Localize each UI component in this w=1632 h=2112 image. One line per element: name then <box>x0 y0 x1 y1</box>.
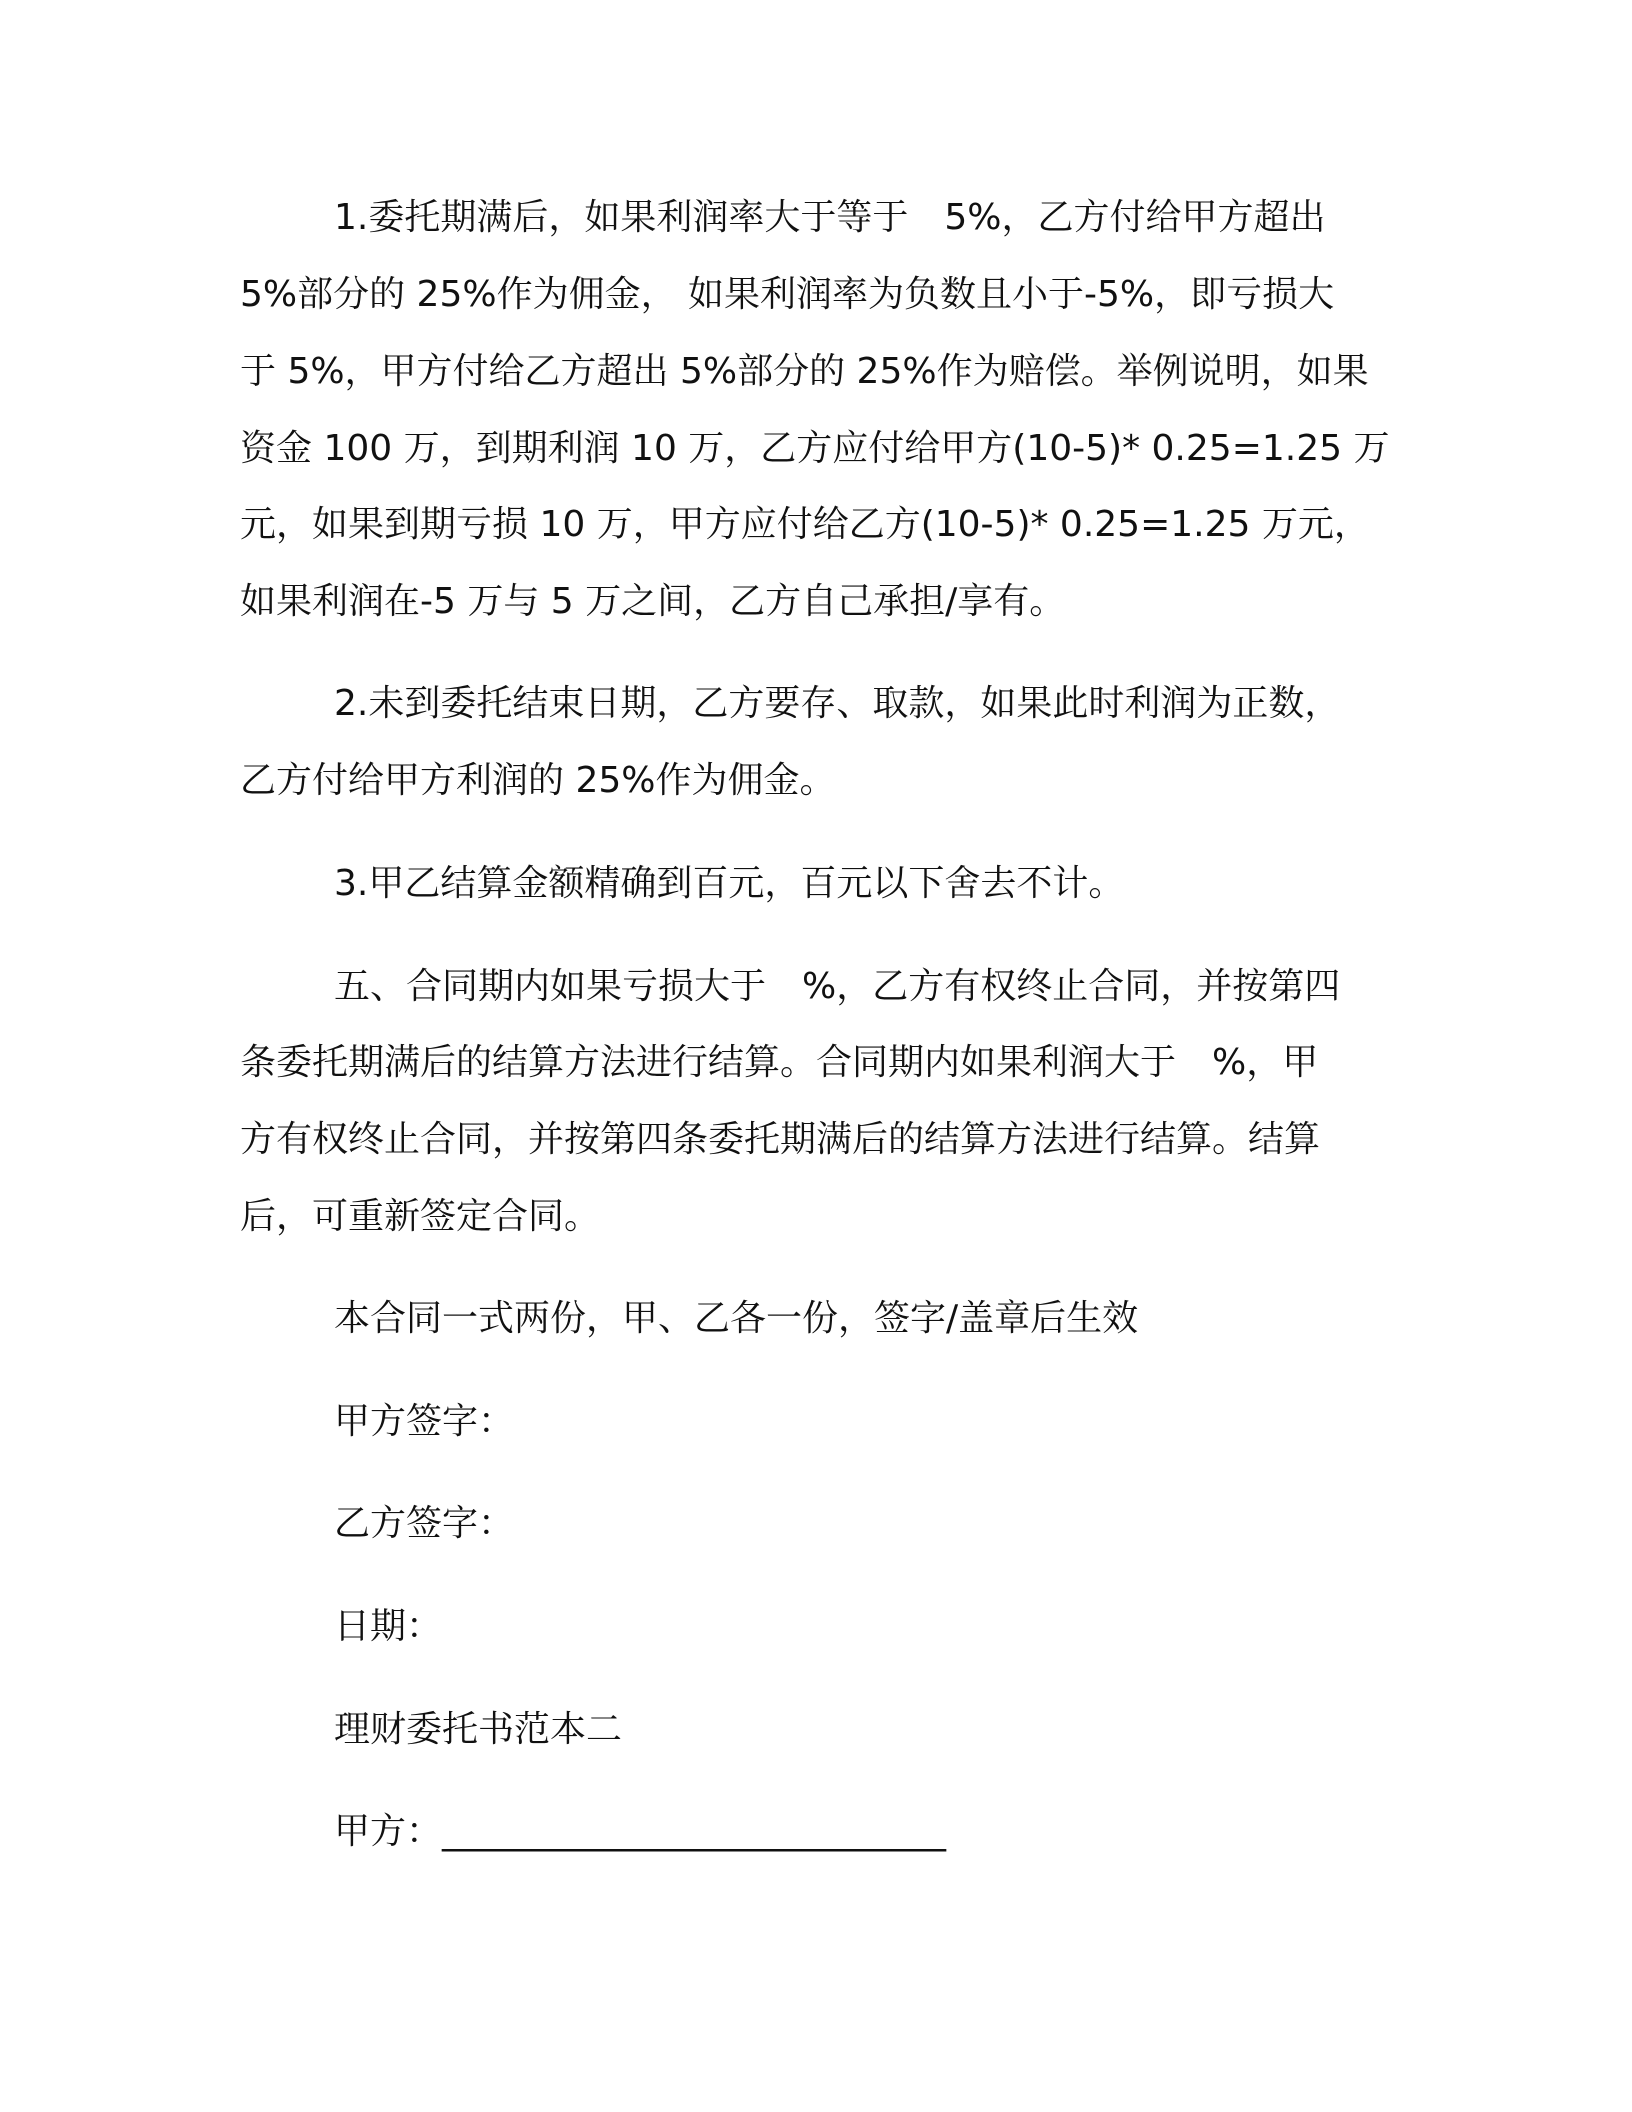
clause-4-2-line-2: 乙方付给甲方利润的 25%作为佣金。 <box>240 760 836 801</box>
clause-4-1-line-2: 5%部分的 25%作为佣金， 如果利润率为负数且小于-5%，即亏损大 <box>240 274 1335 315</box>
clause-5-line-1: 五、合同期内如果亏损大于 %，乙方有权终止合同，并按第四 <box>334 966 1341 1007</box>
clause-4-1-line-1: 1.委托期满后，如果利润率大于等于 5%，乙方付给甲方超出 <box>334 197 1326 238</box>
clause-4-1-line-5: 元，如果到期亏损 10 万，甲方应付给乙方(10-5)* 0.25=1.25 万元， <box>240 504 1370 545</box>
party-b-signature-label: 乙方签字： <box>334 1503 515 1544</box>
clause-4-1-line-3: 于 5%，甲方付给乙方超出 5%部分的 25%作为赔偿。举例说明，如果 <box>240 351 1369 392</box>
contract-effect-statement: 本合同一式两份，甲、乙各一份，签字/盖章后生效 <box>334 1298 1139 1339</box>
clause-4-3-line-1: 3.甲乙结算金额精确到百元，百元以下舍去不计。 <box>334 863 1125 904</box>
clause-5-line-4: 后，可重新签定合同。 <box>240 1196 601 1237</box>
clause-4-1-line-4: 资金 100 万，到期利润 10 万，乙方应付给甲方(10-5)* 0.25=1.25 万 <box>240 428 1390 469</box>
clause-4-2-line-1: 2.未到委托结束日期，乙方要存、取款，如果此时利润为正数， <box>334 683 1341 724</box>
clause-5-line-3: 方有权终止合同，并按第四条委托期满后的结算方法进行结算。结算 <box>240 1119 1321 1160</box>
clause-5-line-2: 条委托期满后的结算方法进行结算。合同期内如果利润大于 %，甲 <box>240 1042 1319 1083</box>
template-two-title: 理财委托书范本二 <box>334 1709 623 1750</box>
party-a-signature-label: 甲方签字： <box>334 1401 515 1442</box>
clause-4-1-line-6: 如果利润在-5 万与 5 万之间，乙方自己承担/享有。 <box>240 581 1066 622</box>
date-label: 日期： <box>334 1606 443 1647</box>
party-a-name-field: 甲方：____________________________ <box>334 1811 947 1852</box>
